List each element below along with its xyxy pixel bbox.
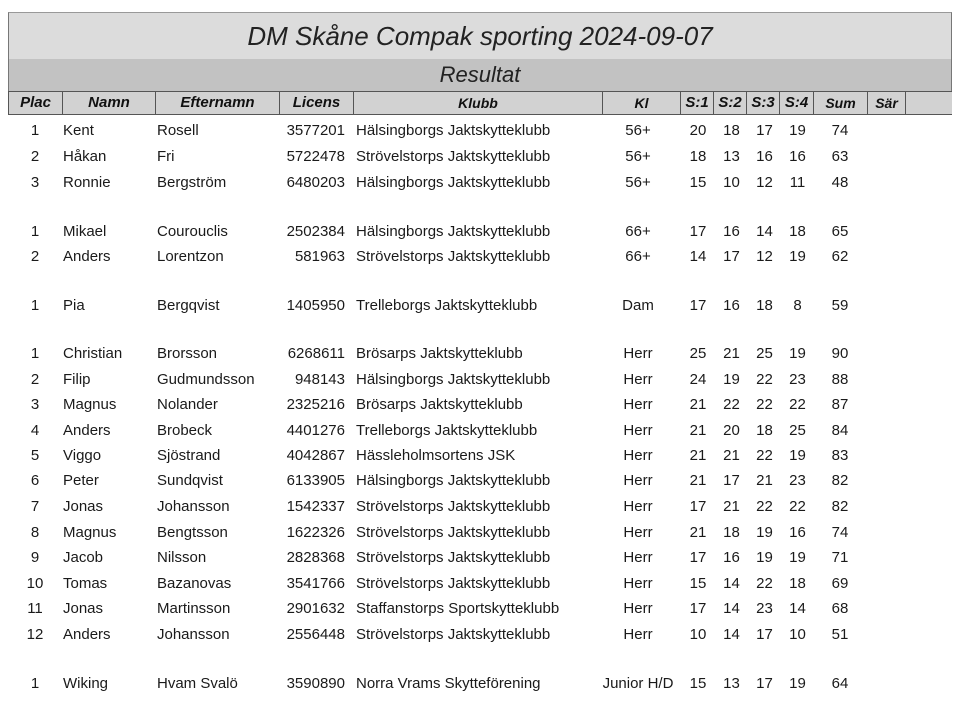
cell-plac: 1 (30, 223, 40, 240)
cell-sum: 68 (831, 600, 849, 617)
cell-kl: Herr (623, 600, 653, 617)
cell-s3: 19 (756, 549, 773, 566)
cell-licens: 5722478 (286, 148, 345, 165)
cell-namn: Filip (63, 371, 91, 388)
cell-klubb: Strövelstorps Jaktskytteklubb (356, 626, 551, 643)
cell-plac: 4 (30, 422, 40, 439)
cell-efternamn: Sundqvist (157, 472, 223, 489)
cell-efternamn: Lorentzon (157, 248, 224, 265)
cell-klubb: Trelleborgs Jaktskytteklubb (356, 297, 538, 314)
cell-s4: 22 (789, 396, 806, 413)
page-subtitle: Resultat (439, 62, 521, 87)
cell-klubb: Trelleborgs Jaktskytteklubb (356, 422, 538, 439)
cell-s4: 16 (789, 524, 806, 541)
cell-namn: Anders (63, 248, 111, 265)
cell-namn: Ronnie (63, 174, 111, 191)
cell-s4: 22 (789, 498, 806, 515)
cell-plac: 9 (30, 549, 40, 566)
cell-licens: 2828368 (286, 549, 345, 566)
cell-s2: 16 (723, 549, 740, 566)
cell-licens: 1542337 (286, 498, 345, 515)
cell-licens: 1405950 (286, 297, 345, 314)
cell-plac: 2 (30, 248, 40, 265)
cell-namn: Kent (63, 122, 94, 139)
cell-namn: Wiking (63, 675, 109, 692)
cell-s1: 15 (689, 174, 707, 191)
header-plac: Plac (8, 92, 63, 114)
cell-s4: 19 (789, 122, 806, 139)
cell-namn: Peter (63, 472, 99, 489)
cell-sum: 82 (831, 498, 849, 515)
cell-licens: 6268611 (287, 345, 345, 362)
cell-s2: 17 (723, 472, 740, 489)
cell-licens: 1622326 (286, 524, 345, 541)
cell-kl: Herr (623, 498, 653, 515)
cell-s4: 23 (789, 371, 806, 388)
cell-licens: 2901632 (286, 600, 345, 617)
cell-s2: 19 (723, 371, 740, 388)
cell-plac: 8 (30, 524, 40, 541)
cell-sum: 84 (831, 422, 849, 439)
cell-sum: 83 (831, 447, 849, 464)
cell-s1: 17 (689, 600, 707, 617)
cell-licens: 4042867 (286, 447, 345, 464)
cell-klubb: Hälsingborgs Jaktskytteklubb (356, 371, 551, 388)
cell-s2: 14 (723, 600, 740, 617)
cell-sum: 74 (831, 122, 849, 139)
cell-s2: 22 (723, 396, 740, 413)
cell-s1: 21 (689, 396, 707, 413)
cell-plac: 11 (27, 600, 43, 617)
cell-s2: 21 (723, 498, 740, 515)
cell-kl: Dam (622, 297, 654, 314)
cell-plac: 1 (30, 345, 40, 362)
cell-efternamn: Brorsson (157, 345, 218, 362)
cell-licens: 581963 (294, 248, 345, 265)
cell-s4: 19 (789, 549, 806, 566)
cell-licens: 4401276 (286, 422, 345, 439)
cell-licens: 948143 (294, 371, 345, 388)
cell-s1: 15 (689, 575, 707, 592)
cell-s1: 24 (689, 371, 707, 388)
cell-s1: 25 (689, 345, 707, 362)
cell-klubb: Norra Vrams Skytteförening (356, 675, 541, 692)
cell-s3: 22 (756, 371, 773, 388)
cell-s2: 13 (723, 148, 740, 165)
cell-efternamn: Nolander (157, 396, 218, 413)
cell-klubb: Hälsingborgs Jaktskytteklubb (356, 223, 551, 240)
cell-s4: 14 (789, 600, 806, 617)
cell-plac: 10 (26, 575, 44, 592)
cell-kl: Herr (623, 472, 653, 489)
cell-klubb: Strövelstorps Jaktskytteklubb (356, 549, 551, 566)
cell-licens: 2502384 (286, 223, 345, 240)
cell-klubb: Brösarps Jaktskytteklubb (356, 345, 523, 362)
cell-plac: 2 (30, 148, 40, 165)
cell-s1: 21 (689, 472, 707, 489)
cell-namn: Anders (63, 422, 111, 439)
cell-klubb: Strövelstorps Jaktskytteklubb (356, 498, 551, 515)
table-header (8, 91, 952, 115)
cell-plac: 1 (30, 297, 40, 314)
cell-efternamn: Brobeck (157, 422, 213, 439)
cell-sum: 87 (831, 396, 849, 413)
cell-plac: 2 (30, 371, 40, 388)
header-s3: S:3 (747, 92, 780, 114)
cell-s2: 13 (723, 675, 740, 692)
cell-s4: 19 (789, 248, 806, 265)
cell-s2: 20 (723, 422, 740, 439)
cell-s3: 25 (756, 345, 773, 362)
cell-s1: 15 (689, 675, 707, 692)
cell-kl: Herr (623, 575, 653, 592)
cell-kl: Herr (623, 371, 653, 388)
cell-s4: 19 (789, 675, 806, 692)
cell-s4: 23 (789, 472, 806, 489)
cell-namn: Håkan (63, 148, 107, 165)
cell-plac: 3 (30, 396, 40, 413)
cell-klubb: Strövelstorps Jaktskytteklubb (356, 248, 551, 265)
cell-efternamn: Bergqvist (157, 297, 220, 314)
cell-s2: 21 (723, 447, 740, 464)
cell-efternamn: Rosell (157, 122, 199, 139)
cell-namn: Mikael (63, 223, 107, 240)
cell-klubb: Strövelstorps Jaktskytteklubb (356, 524, 551, 541)
cell-licens: 3541766 (286, 575, 345, 592)
cell-efternamn: Nilsson (157, 549, 207, 566)
header-klubb: Klubb (354, 92, 603, 114)
cell-efternamn: Gudmundsson (157, 371, 255, 388)
cell-efternamn: Fri (157, 148, 175, 165)
cell-namn: Jacob (63, 549, 104, 566)
cell-plac: 1 (30, 675, 40, 692)
cell-s2: 17 (723, 248, 740, 265)
cell-klubb: Hälsingborgs Jaktskytteklubb (356, 122, 551, 139)
cell-kl: Herr (623, 524, 653, 541)
cell-klubb: Brösarps Jaktskytteklubb (356, 396, 523, 413)
title-band (8, 12, 952, 59)
cell-s1: 14 (689, 248, 707, 265)
cell-sum: 71 (831, 549, 849, 566)
cell-namn: Magnus (63, 524, 117, 541)
cell-kl: Herr (623, 422, 653, 439)
cell-s3: 22 (756, 447, 773, 464)
cell-s3: 22 (756, 396, 773, 413)
cell-s1: 17 (689, 498, 707, 515)
cell-licens: 6480203 (286, 174, 345, 191)
cell-kl: Junior H/D (602, 675, 674, 692)
cell-namn: Christian (63, 345, 123, 362)
cell-s1: 21 (689, 524, 707, 541)
cell-s3: 21 (756, 472, 773, 489)
header-s2: S:2 (714, 92, 747, 114)
cell-s1: 20 (689, 122, 707, 139)
cell-klubb: Strövelstorps Jaktskytteklubb (356, 575, 551, 592)
cell-s3: 12 (756, 248, 773, 265)
cell-sum: 90 (831, 345, 849, 362)
cell-s3: 17 (756, 122, 773, 139)
cell-kl: Herr (623, 345, 653, 362)
cell-s3: 16 (756, 148, 773, 165)
cell-kl: 56+ (625, 174, 651, 191)
cell-namn: Pia (63, 297, 85, 314)
cell-s1: 21 (689, 447, 707, 464)
cell-s2: 18 (723, 122, 740, 139)
cell-licens: 2325216 (286, 396, 345, 413)
header-s1: S:1 (681, 92, 714, 114)
cell-s3: 18 (756, 422, 773, 439)
cell-s4: 8 (793, 297, 802, 314)
header-kl: Kl (603, 92, 681, 114)
cell-efternamn: Bergström (157, 174, 227, 191)
cell-namn: Viggo (63, 447, 102, 464)
cell-klubb: Hässleholmsortens JSK (356, 447, 516, 464)
cell-efternamn: Johansson (157, 626, 230, 643)
cell-s4: 18 (789, 223, 806, 240)
cell-s4: 11 (789, 174, 806, 191)
header-namn: Namn (63, 92, 156, 114)
subtitle-band (8, 59, 952, 91)
cell-s3: 22 (756, 498, 773, 515)
cell-s3: 17 (756, 626, 773, 643)
cell-s4: 18 (789, 575, 806, 592)
cell-licens: 3577201 (286, 122, 345, 139)
cell-s3: 19 (756, 524, 773, 541)
cell-efternamn: Sjöstrand (157, 447, 221, 464)
cell-klubb: Strövelstorps Jaktskytteklubb (356, 148, 551, 165)
header-licens: Licens (280, 92, 354, 114)
cell-s3: 18 (756, 297, 773, 314)
cell-namn: Magnus (63, 396, 117, 413)
cell-kl: 66+ (625, 223, 651, 240)
cell-klubb: Staffanstorps Sportskytteklubb (356, 600, 560, 617)
cell-sum: 51 (831, 626, 849, 643)
cell-s3: 22 (756, 575, 773, 592)
cell-s3: 17 (756, 675, 773, 692)
cell-s1: 17 (689, 549, 707, 566)
cell-sum: 74 (831, 524, 849, 541)
cell-s4: 19 (789, 345, 806, 362)
cell-efternamn: Bazanovas (157, 575, 232, 592)
cell-klubb: Hälsingborgs Jaktskytteklubb (356, 472, 551, 489)
cell-s2: 21 (723, 345, 740, 362)
cell-licens: 3590890 (286, 675, 345, 692)
header-s4: S:4 (780, 92, 814, 114)
cell-s4: 16 (789, 148, 806, 165)
cell-efternamn: Bengtsson (157, 524, 228, 541)
cell-sum: 64 (831, 675, 849, 692)
cell-s4: 19 (789, 447, 806, 464)
page-title: DM Skåne Compak sporting 2024-09-07 (247, 21, 713, 51)
cell-plac: 1 (30, 122, 40, 139)
cell-s2: 14 (723, 575, 740, 592)
cell-namn: Tomas (63, 575, 108, 592)
cell-sum: 48 (831, 174, 849, 191)
cell-namn: Jonas (63, 498, 104, 515)
cell-s4: 10 (789, 626, 806, 643)
cell-s3: 14 (756, 223, 773, 240)
header-sar: Sär (868, 92, 906, 114)
cell-sum: 88 (831, 371, 849, 388)
cell-kl: 66+ (625, 248, 651, 265)
cell-sum: 59 (831, 297, 849, 314)
cell-s3: 12 (756, 174, 773, 191)
cell-s1: 18 (689, 148, 707, 165)
cell-namn: Anders (63, 626, 111, 643)
cell-licens: 2556448 (286, 626, 345, 643)
header-sum: Sum (814, 92, 868, 114)
cell-sum: 62 (831, 248, 849, 265)
cell-sum: 69 (831, 575, 849, 592)
cell-plac: 6 (30, 472, 40, 489)
cell-kl: Herr (623, 626, 653, 643)
cell-plac: 7 (30, 498, 40, 515)
cell-s1: 17 (689, 297, 707, 314)
cell-plac: 12 (26, 626, 44, 643)
cell-s1: 10 (689, 626, 707, 643)
header-efternamn: Efternamn (156, 92, 280, 114)
cell-s1: 21 (689, 422, 707, 439)
cell-efternamn: Martinsson (157, 600, 231, 617)
cell-s2: 10 (723, 174, 740, 191)
cell-klubb: Hälsingborgs Jaktskytteklubb (356, 174, 551, 191)
cell-plac: 3 (30, 174, 40, 191)
cell-efternamn: Johansson (157, 498, 230, 515)
cell-s1: 17 (689, 223, 707, 240)
cell-kl: 56+ (625, 148, 651, 165)
cell-s3: 23 (756, 600, 773, 617)
cell-s2: 16 (723, 223, 740, 240)
cell-licens: 6133905 (286, 472, 345, 489)
cell-kl: Herr (623, 396, 653, 413)
cell-plac: 5 (30, 447, 40, 464)
cell-sum: 63 (831, 148, 849, 165)
cell-efternamn: Courouclis (157, 223, 228, 240)
cell-sum: 82 (831, 472, 849, 489)
cell-s2: 18 (723, 524, 740, 541)
cell-kl: Herr (623, 549, 653, 566)
cell-sum: 65 (831, 223, 849, 240)
cell-efternamn: Hvam Svalö (157, 675, 238, 692)
cell-s2: 16 (723, 297, 740, 314)
cell-s2: 14 (723, 626, 740, 643)
cell-s4: 25 (789, 422, 806, 439)
cell-kl: 56+ (625, 122, 651, 139)
cell-namn: Jonas (63, 600, 104, 617)
cell-kl: Herr (623, 447, 653, 464)
